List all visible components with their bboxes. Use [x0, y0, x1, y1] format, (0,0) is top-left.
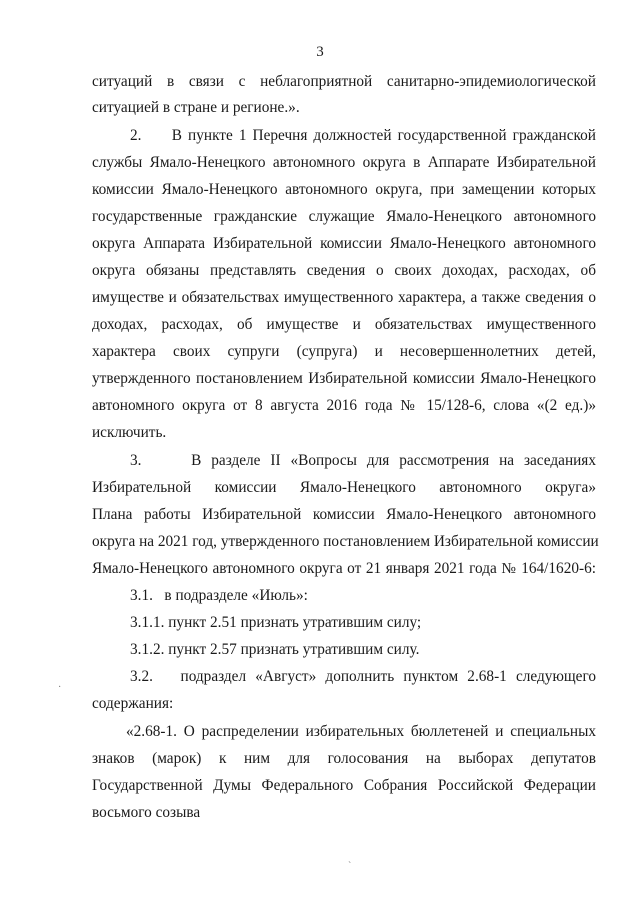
text-line: округа Аппарата Избирательной комиссии Ямало-Ненецкого автономного — [92, 235, 596, 252]
text-line: комиссии Ямало-Ненецкого автономного округа, при замещении которых — [92, 181, 596, 198]
text-line: Ямало-Ненецкого автономного округа от 21 января 2021 года № 164/1620-6: — [92, 560, 596, 577]
text-line: Избирательной комиссии Ямало-Ненецкого автономного округа» — [92, 479, 596, 496]
text-line: ситуаций в связи с неблагоприятной санитарно-эпидемиологической — [92, 73, 596, 90]
text-line: восьмого созыва — [92, 804, 201, 821]
text-line: Плана работы Избирательной комиссии Ямало-Ненецкого автономного — [92, 506, 596, 523]
text-line: ситуацией в стране и регионе.». — [92, 99, 300, 116]
subitem-3-1-2: 3.1.2. пункт 2.57 признать утратившим силу. — [130, 641, 420, 658]
text-line: содержания: — [92, 695, 174, 712]
text-line: имуществе и обязательствах имущественного характера, а также сведения о — [92, 289, 596, 306]
text-line: государственные гражданские служащие Ямало-Ненецкого автономного — [92, 208, 596, 225]
text-line: доходах, расходах, об имуществе и обязательствах имущественного — [92, 316, 596, 333]
text-line: Государственной Думы Федерального Собрания Российской Федерации — [92, 777, 596, 794]
text-line: знаков (марок) к ним для голосования на выборах депутатов — [92, 750, 596, 767]
text-line: округа на 2021 год, утвержденного постановлением Избирательной комиссии — [92, 533, 599, 550]
quoted-item-line: «2.68-1. О распределении избирательных бюллетеней и специальных — [126, 723, 596, 740]
text-line: характера своих супруги (супруга) и несовершеннолетних детей, — [92, 343, 596, 360]
paragraph-2-line: 2. В пункте 1 Перечня должностей государственной гражданской — [130, 127, 596, 144]
text-line: исключить. — [92, 424, 167, 441]
subitem-3-2: 3.2. подраздел «Август» дополнить пунктом 2.68-1 следующего — [130, 668, 596, 685]
text-line: службы Ямало-Ненецкого автономного округа в Аппарате Избирательной — [92, 154, 596, 171]
scan-speck: ` — [348, 861, 352, 872]
text-line: округа обязаны представлять сведения о своих доходах, расходах, об — [92, 262, 596, 279]
scan-speck: · — [58, 682, 62, 693]
subitem-3-1-1: 3.1.1. пункт 2.51 признать утратившим силу; — [130, 614, 422, 631]
text-line: автономного округа от 8 августа 2016 года № 15/128-6, слова «(2 ед.)» — [92, 397, 596, 414]
page-number: 3 — [316, 44, 324, 60]
paragraph-3-line: 3. В разделе II «Вопросы для рассмотрения на заседаниях — [130, 452, 596, 469]
subitem-3-1: 3.1. в подразделе «Июль»: — [130, 587, 308, 604]
text-line: утвержденного постановлением Избирательной комиссии Ямало-Ненецкого — [92, 370, 596, 387]
